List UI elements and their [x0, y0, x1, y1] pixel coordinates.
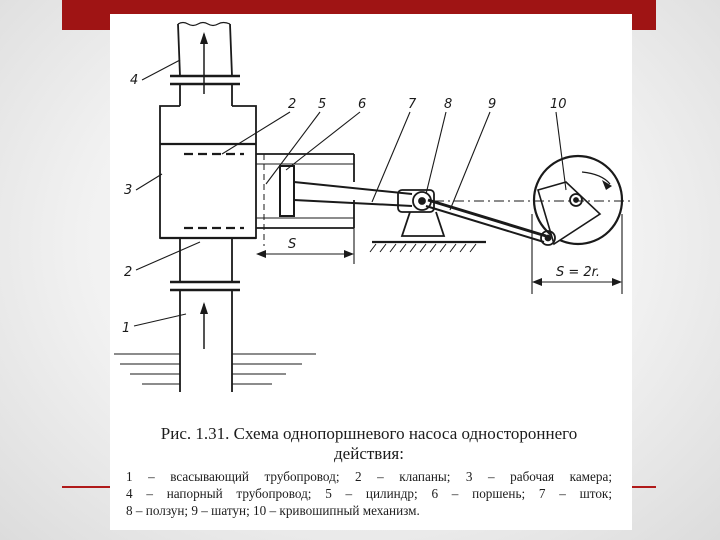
label-part-7: 7: [408, 97, 417, 112]
figure-panel: [110, 14, 632, 530]
accent-rule-right: [632, 486, 656, 488]
label-part-6: 6: [358, 97, 367, 112]
label-part-10: 10: [550, 97, 567, 112]
liquid-level: [114, 354, 316, 384]
label-part-8: 8: [444, 97, 453, 112]
caption-legend: [126, 468, 612, 519]
label-part-9: 9: [488, 97, 497, 112]
legend-line-1: 1 – всасывающий трубопровод; 2 – клапаны; 3 – рабочая камера;: [126, 469, 612, 484]
working-chamber: [160, 106, 256, 238]
accent-rule-left: [62, 486, 110, 488]
discharge-pipe: [170, 23, 240, 107]
crosshead-slider: [370, 190, 486, 252]
label-part-3: 3: [124, 183, 133, 198]
leader-lines: [134, 60, 566, 326]
caption-title: [126, 424, 612, 464]
caption-title-line-2: действия:: [334, 444, 404, 463]
label-part-5: 5: [318, 97, 327, 112]
dimension-label-piston-stroke: S: [288, 237, 297, 252]
caption-title-line-1: Рис. 1.31. Схема однопоршневого насоса одностороннего: [160, 424, 578, 443]
legend-line-2: 4 – напорный трубопровод; 5 – цилиндр; 6 – поршень; 7 – шток;: [126, 486, 612, 501]
figure-caption: [126, 424, 612, 519]
piston: [280, 166, 294, 216]
legend-line-3: 8 – ползун; 9 – шатун; 10 – кривошипный механизм.: [126, 503, 420, 518]
label-part-1: 1: [122, 321, 131, 336]
label-part-2-top: 2: [288, 97, 297, 112]
dimension-label-crank-stroke: S = 2r.: [556, 265, 600, 280]
piston-rod: [294, 182, 412, 206]
label-part-4: 4: [130, 73, 139, 88]
label-part-2-bottom: 2: [124, 265, 133, 280]
